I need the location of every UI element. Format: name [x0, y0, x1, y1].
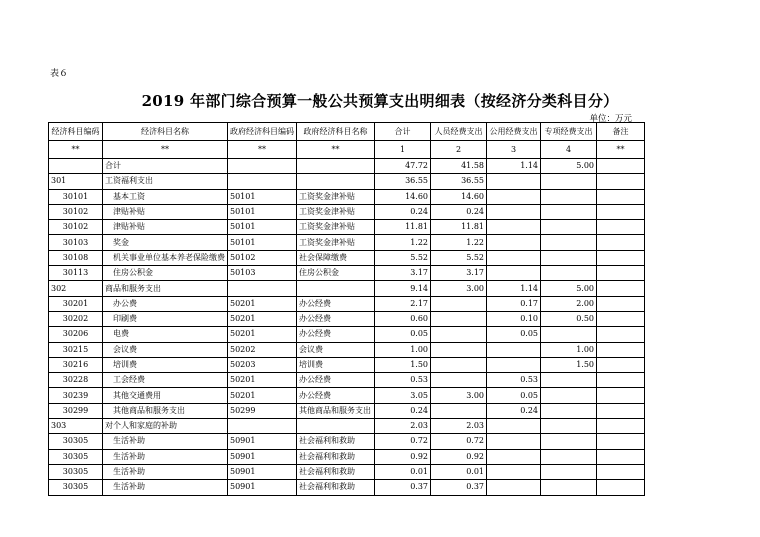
- table-cell: 奖金: [103, 235, 228, 250]
- table-cell: 11.81: [375, 220, 431, 235]
- column-index: **: [49, 141, 103, 159]
- table-row: [49, 403, 645, 418]
- table-row: [49, 419, 645, 434]
- table-cell: 0.01: [375, 464, 431, 479]
- table-cell: 0.10: [487, 311, 541, 326]
- table-cell: 30305: [49, 434, 103, 449]
- table-cell: 30305: [49, 449, 103, 464]
- table-cell: 1.00: [375, 342, 431, 357]
- column-index: **: [228, 141, 297, 159]
- table-cell: [487, 449, 541, 464]
- table-cell: 47.72: [375, 159, 431, 174]
- table-cell: 0.92: [431, 449, 487, 464]
- table-cell: [597, 464, 645, 479]
- table-cell: [541, 327, 597, 342]
- table-cell: 0.24: [487, 403, 541, 418]
- column-header: 人员经费支出: [431, 123, 487, 141]
- table-cell: 基本工资: [103, 189, 228, 204]
- table-cell: 1.14: [487, 281, 541, 296]
- table-cell: 0.05: [487, 327, 541, 342]
- table-cell: 5.00: [541, 281, 597, 296]
- table-cell: 0.17: [487, 296, 541, 311]
- table-cell: 30206: [49, 327, 103, 342]
- table-cell: 2.03: [431, 419, 487, 434]
- table-cell: 工资奖金津补贴: [297, 220, 375, 235]
- table-cell: [597, 449, 645, 464]
- table-cell: [541, 250, 597, 265]
- table-cell: [541, 403, 597, 418]
- table-cell: 其他商品和服务支出: [103, 403, 228, 418]
- table-cell: [597, 204, 645, 219]
- table-cell: 0.53: [375, 373, 431, 388]
- table-cell: 0.72: [375, 434, 431, 449]
- table-cell: 30102: [49, 220, 103, 235]
- table-cell: 3.17: [375, 266, 431, 281]
- table-cell: [487, 235, 541, 250]
- column-header: 公用经费支出: [487, 123, 541, 141]
- table-cell: 50101: [228, 204, 297, 219]
- table-cell: [228, 419, 297, 434]
- table-cell: [541, 189, 597, 204]
- table-cell: 36.55: [431, 174, 487, 189]
- table-cell: 5.52: [375, 250, 431, 265]
- table-cell: 14.60: [375, 189, 431, 204]
- table-cell: 其他商品和服务支出: [297, 403, 375, 418]
- table-cell: [541, 220, 597, 235]
- table-cell: 办公经费: [297, 388, 375, 403]
- column-header: 政府经济科目名称: [297, 123, 375, 141]
- table-cell: 0.37: [375, 480, 431, 495]
- table-row: [49, 266, 645, 281]
- table-cell: 1.00: [541, 342, 597, 357]
- table-cell: 2.00: [541, 296, 597, 311]
- table-cell: [431, 342, 487, 357]
- subheader-row: [49, 141, 645, 159]
- table-cell: [597, 220, 645, 235]
- table-cell: 工资奖金津补贴: [297, 235, 375, 250]
- table-cell: 50101: [228, 235, 297, 250]
- table-cell: [297, 419, 375, 434]
- header-row: [49, 123, 645, 141]
- table-cell: 41.58: [431, 159, 487, 174]
- table-cell: 30305: [49, 464, 103, 479]
- table-cell: 办公经费: [297, 296, 375, 311]
- table-cell: 50901: [228, 434, 297, 449]
- table-cell: 30101: [49, 189, 103, 204]
- table-cell: 50201: [228, 388, 297, 403]
- table-cell: 30103: [49, 235, 103, 250]
- table-cell: 商品和服务支出: [103, 281, 228, 296]
- table-cell: 0.05: [375, 327, 431, 342]
- table-cell: 50299: [228, 403, 297, 418]
- table-cell: 30113: [49, 266, 103, 281]
- table-cell: 3.17: [431, 266, 487, 281]
- table-cell: [431, 357, 487, 372]
- table-cell: 3.00: [431, 388, 487, 403]
- table-row: [49, 342, 645, 357]
- table-cell: 津贴补贴: [103, 204, 228, 219]
- column-header: 备注: [597, 123, 645, 141]
- table-number-label: 表６: [50, 69, 69, 79]
- table-cell: 3.05: [375, 388, 431, 403]
- table-cell: [541, 480, 597, 495]
- table-cell: 50102: [228, 250, 297, 265]
- table-cell: 3.00: [431, 281, 487, 296]
- table-cell: 0.01: [431, 464, 487, 479]
- table-cell: 50201: [228, 373, 297, 388]
- table-cell: [431, 403, 487, 418]
- table-cell: 30299: [49, 403, 103, 418]
- table-cell: [597, 388, 645, 403]
- table-cell: 生活补助: [103, 464, 228, 479]
- table-cell: 印刷费: [103, 311, 228, 326]
- table-cell: 50203: [228, 357, 297, 372]
- table-cell: 50101: [228, 220, 297, 235]
- table-cell: [487, 419, 541, 434]
- table-cell: 培训费: [297, 357, 375, 372]
- table-cell: [597, 296, 645, 311]
- column-index: 1: [375, 141, 431, 159]
- table-cell: 30215: [49, 342, 103, 357]
- column-header: 合计: [375, 123, 431, 141]
- table-row: [49, 388, 645, 403]
- table-cell: [597, 250, 645, 265]
- table-cell: [228, 159, 297, 174]
- table-cell: 社会福利和救助: [297, 464, 375, 479]
- table-cell: 0.50: [541, 311, 597, 326]
- table-row: [49, 220, 645, 235]
- table-cell: 303: [49, 419, 103, 434]
- table-cell: 工资奖金津补贴: [297, 189, 375, 204]
- column-header: 经济科目编码: [49, 123, 103, 141]
- table-cell: 办公经费: [297, 311, 375, 326]
- table-cell: [541, 174, 597, 189]
- table-cell: 30202: [49, 311, 103, 326]
- table-cell: 办公经费: [297, 373, 375, 388]
- table-cell: 50202: [228, 342, 297, 357]
- table-cell: [541, 434, 597, 449]
- table-row: [49, 296, 645, 311]
- table-cell: [597, 327, 645, 342]
- table-cell: 机关事业单位基本养老保险缴费: [103, 250, 228, 265]
- table-cell: 0.05: [487, 388, 541, 403]
- table-cell: [297, 159, 375, 174]
- expenditure-table: [48, 122, 645, 496]
- table-cell: [487, 250, 541, 265]
- table-cell: 0.24: [431, 204, 487, 219]
- table-row: [49, 449, 645, 464]
- table-cell: 30239: [49, 388, 103, 403]
- table-cell: [487, 189, 541, 204]
- table-cell: [297, 281, 375, 296]
- table-cell: [541, 373, 597, 388]
- table-cell: 津贴补贴: [103, 220, 228, 235]
- table-row: [49, 311, 645, 326]
- table-row: [49, 434, 645, 449]
- table-cell: 合计: [103, 159, 228, 174]
- table-cell: 0.37: [431, 480, 487, 495]
- table-cell: 住房公积金: [103, 266, 228, 281]
- column-index: 4: [541, 141, 597, 159]
- table-cell: 50201: [228, 311, 297, 326]
- table-cell: 生活补助: [103, 480, 228, 495]
- table-cell: [487, 357, 541, 372]
- table-cell: 住房公积金: [297, 266, 375, 281]
- table-cell: [431, 327, 487, 342]
- table-cell: 培训费: [103, 357, 228, 372]
- table-cell: 30108: [49, 250, 103, 265]
- table-cell: 办公经费: [297, 327, 375, 342]
- table-cell: 生活补助: [103, 434, 228, 449]
- table-cell: 0.92: [375, 449, 431, 464]
- table-cell: [487, 434, 541, 449]
- table-row: [49, 327, 645, 342]
- table-cell: 电费: [103, 327, 228, 342]
- table-cell: 0.60: [375, 311, 431, 326]
- table-cell: 对个人和家庭的补助: [103, 419, 228, 434]
- column-index: 3: [487, 141, 541, 159]
- table-cell: [597, 342, 645, 357]
- page-title: 2019 年部门综合预算一般公共预算支出明细表（按经济分类科目分）: [141, 92, 619, 110]
- table-cell: 工会经费: [103, 373, 228, 388]
- table-cell: [597, 434, 645, 449]
- column-header: 政府经济科目编码: [228, 123, 297, 141]
- table-cell: 11.81: [431, 220, 487, 235]
- table-cell: [228, 174, 297, 189]
- table-cell: 301: [49, 174, 103, 189]
- table-row: [49, 281, 645, 296]
- table-cell: [597, 174, 645, 189]
- table-cell: [597, 311, 645, 326]
- table-cell: 2.03: [375, 419, 431, 434]
- table-cell: 30228: [49, 373, 103, 388]
- table-cell: [597, 159, 645, 174]
- unit-label: 单位：万元: [589, 114, 632, 124]
- table-cell: 50101: [228, 189, 297, 204]
- table-cell: [541, 266, 597, 281]
- table-cell: [597, 235, 645, 250]
- table-cell: [541, 388, 597, 403]
- table-cell: 工资福利支出: [103, 174, 228, 189]
- table-cell: 5.00: [541, 159, 597, 174]
- table-cell: 2.17: [375, 296, 431, 311]
- table-cell: 50103: [228, 266, 297, 281]
- table-cell: [487, 464, 541, 479]
- table-cell: 办公费: [103, 296, 228, 311]
- table-cell: 30102: [49, 204, 103, 219]
- column-index: **: [297, 141, 375, 159]
- table-row: [49, 204, 645, 219]
- column-index: **: [103, 141, 228, 159]
- table-row: [49, 480, 645, 495]
- column-header: 专项经费支出: [541, 123, 597, 141]
- table-cell: [487, 480, 541, 495]
- table-cell: 14.60: [431, 189, 487, 204]
- table-cell: 50201: [228, 296, 297, 311]
- table-cell: [297, 174, 375, 189]
- table-cell: 302: [49, 281, 103, 296]
- table-cell: 1.14: [487, 159, 541, 174]
- table-cell: [541, 204, 597, 219]
- table-row: [49, 373, 645, 388]
- table-row: [49, 357, 645, 372]
- table-cell: [541, 449, 597, 464]
- table-cell: 会议费: [103, 342, 228, 357]
- column-index: 2: [431, 141, 487, 159]
- table-cell: 0.24: [375, 403, 431, 418]
- table-cell: 其他交通费用: [103, 388, 228, 403]
- table-cell: 1.50: [375, 357, 431, 372]
- table-cell: 0.72: [431, 434, 487, 449]
- table-cell: [487, 342, 541, 357]
- table-cell: [487, 204, 541, 219]
- table-cell: 30201: [49, 296, 103, 311]
- table-cell: [431, 311, 487, 326]
- table-cell: [541, 464, 597, 479]
- table-row: [49, 174, 645, 189]
- table-cell: [597, 373, 645, 388]
- table-cell: [597, 266, 645, 281]
- table-cell: 30216: [49, 357, 103, 372]
- table-cell: [597, 357, 645, 372]
- table-cell: [597, 189, 645, 204]
- table-row: [49, 159, 645, 174]
- table-cell: [541, 235, 597, 250]
- table-cell: 会议费: [297, 342, 375, 357]
- table-cell: 50901: [228, 449, 297, 464]
- table-cell: [597, 281, 645, 296]
- table-cell: [431, 373, 487, 388]
- table-cell: 社会福利和救助: [297, 449, 375, 464]
- table-cell: [597, 419, 645, 434]
- table-cell: [49, 159, 103, 174]
- table-row: [49, 464, 645, 479]
- table-cell: 社会保障缴费: [297, 250, 375, 265]
- table-cell: [541, 419, 597, 434]
- table-cell: 0.24: [375, 204, 431, 219]
- table-cell: [228, 281, 297, 296]
- table-cell: [487, 220, 541, 235]
- table-cell: 社会福利和救助: [297, 434, 375, 449]
- table-cell: [597, 403, 645, 418]
- table-cell: 1.50: [541, 357, 597, 372]
- table-cell: 50201: [228, 327, 297, 342]
- table-cell: 社会福利和救助: [297, 480, 375, 495]
- table-cell: [487, 174, 541, 189]
- table-cell: 9.14: [375, 281, 431, 296]
- column-index: **: [597, 141, 645, 159]
- table-cell: [487, 266, 541, 281]
- table-cell: 工资奖金津补贴: [297, 204, 375, 219]
- table-cell: 生活补助: [103, 449, 228, 464]
- table-cell: 1.22: [375, 235, 431, 250]
- table-cell: 30305: [49, 480, 103, 495]
- table-row: [49, 235, 645, 250]
- table-cell: 50901: [228, 464, 297, 479]
- table-cell: [431, 296, 487, 311]
- table-cell: 50901: [228, 480, 297, 495]
- column-header: 经济科目名称: [103, 123, 228, 141]
- table-row: [49, 189, 645, 204]
- table-cell: 1.22: [431, 235, 487, 250]
- table-row: [49, 250, 645, 265]
- table-cell: [597, 480, 645, 495]
- table-cell: 36.55: [375, 174, 431, 189]
- table-cell: 5.52: [431, 250, 487, 265]
- table-cell: 0.53: [487, 373, 541, 388]
